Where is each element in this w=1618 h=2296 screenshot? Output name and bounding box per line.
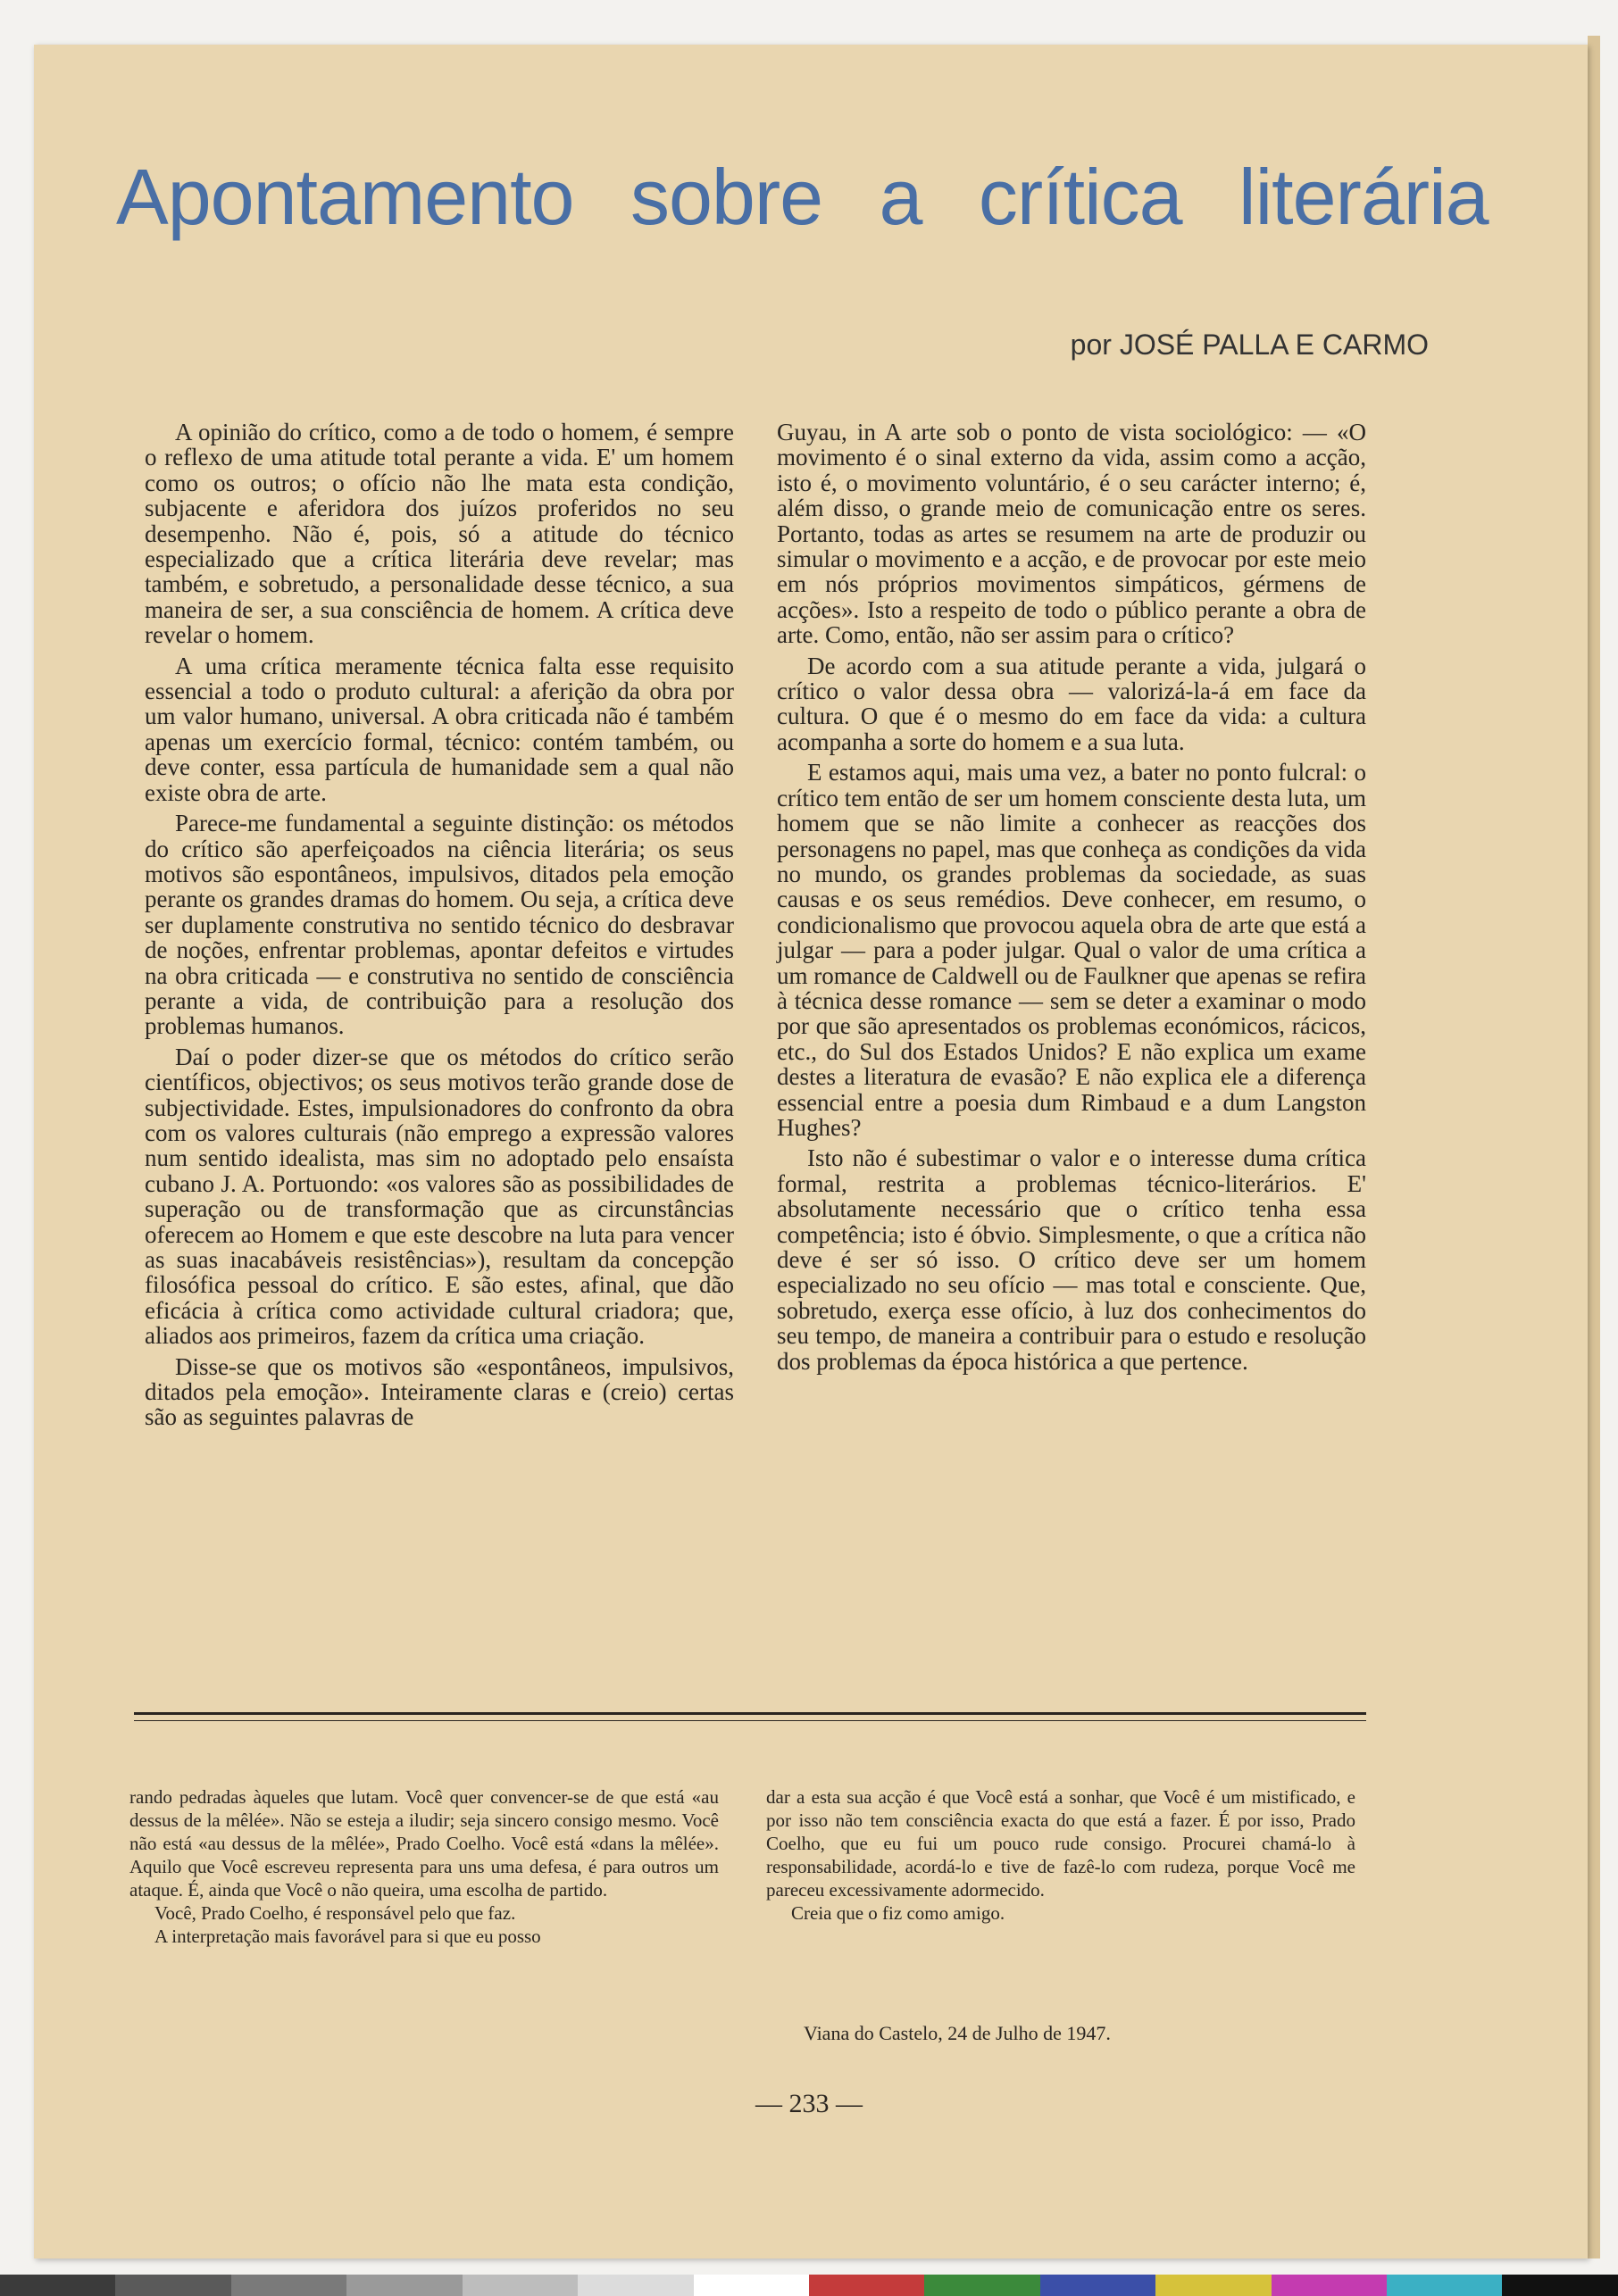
section-divider-thin — [134, 1720, 1366, 1721]
color-swatch — [1502, 2275, 1617, 2296]
footer-paragraph: dar a esta sua acção é que Você está a sonhar, que Você é um mistificado, e por isso não tem consciência exacta do que está a fazer. É por isso, Prado Coelho, que eu fui um pouco rude consigo. Procurei chamá-lo à responsabilidade, acordá-lo e tive de fazê-lo com rudeza, porque Você me pareceu excessivamente adormecido. — [766, 1786, 1355, 1901]
article-column-right — [777, 420, 1366, 1379]
color-swatch — [1155, 2275, 1271, 2296]
paragraph: A opinião do crítico, como a de todo o homem, é sempre o reflexo de uma atitude total perante a vida. E' um homem como os outros; o ofício não lhe mata esta condição, subjacente e aferidora dos juízos proferidos no seu desempenho. Não é, pois, só a atitude do técnico especializado que a crítica literária deve revelar; mas também, e sobretudo, a personalidade desse técnico, a sua maneira de ser, a sua consciência de homem. A crítica deve revelar o homem. — [145, 419, 734, 649]
color-swatch — [1040, 2275, 1155, 2296]
article-title: Apontamento sobre a crítica literária — [116, 153, 1489, 241]
paragraph: Disse-se que os motivos são «espontâneos, impulsivos, ditados pela emoção». Inteiramente claras e (creio) certas são as seguintes palavras de — [145, 1352, 734, 1431]
signoff-date: Viana do Castelo, 24 de Julho de 1947. — [804, 2022, 1111, 2044]
paragraph: Isto não é subestimar o valor e o interesse duma crítica formal, restrita a problemas técnico-literários. E' absolutamente necessário que o crítico tenha essa competência; isto é óbvio. Simplesmente, o que a crítica não deve é ser só isso. O crítico deve ser um homem especializado no seu ofício — mas total e consciente. Que, sobretudo, exerça esse ofício, à luz dos conhecimentos do seu tempo, de maneira a contribuir para o estudo e resolução dos problemas da época histórica a que pertence. — [777, 1144, 1366, 1375]
paragraph: E estamos aqui, mais uma vez, a bater no ponto fulcral: o crítico tem então de ser um homem consciente desta luta, um homem que se não limite a conhecer as reacções dos personagens no papel, mas que conheça as condições da vida no mundo, os grandes problemas da sociedade, as suas causas e os seus remédios. Deve conhecer, em resumo, o condicionalismo que provocou aquela obra de arte que está a julgar — para a poder julgar. Qual o valor de uma crítica a um romance de Caldwell ou de Faulkner que apenas se refira à técnica desse romance — sem se deter a examinar o modo por que são apresentados os problemas económicos, rácicos, etc., do Sul dos Estados Unidos? E não explica um exame destes a literatura de evasão? E não explica ele a diferença essencial entre a poesia dum Rimbaud e a dum Langston Hughes? — [777, 759, 1366, 1141]
color-swatch — [578, 2275, 693, 2296]
color-swatch — [809, 2275, 924, 2296]
article-column-left — [145, 420, 734, 1435]
color-swatch — [115, 2275, 230, 2296]
paragraph: Parece-me fundamental a seguinte distinção: os métodos do crítico são aperfeiçoados na ciência literária; os seus motivos são espontâneos, impulsivos, ditados pela emoção perante os grandes dramas do homem. Ou seja, a crítica deve ser duplamente construtiva no sentido técnico do desbravar de noções, enfrentar problemas, apontar defeitos e virtudes na obra criticada — e construtiva no sentido de consciência perante a vida, de contribuição para a resolução dos problemas humanos. — [145, 810, 734, 1040]
color-swatch — [1387, 2275, 1502, 2296]
paragraph: Guyau, in A arte sob o ponto de vista sociológico: — «O movimento é o sinal externo da vida, assim como a acção, isto é, o movimento voluntário, é o seu carácter interno; é, além disso, o grande meio de comunicação entre os seres. Portanto, todas as artes se resumem na arte de produzir ou simular o movimento e a acção, e de provocar por este meio em nós próprios movimentos simpáticos, gérmens de acções». Isto a respeito de todo o público perante a obra de arte. Como, então, não ser assim para o crítico? — [777, 419, 1366, 649]
footer-column-left — [129, 1785, 719, 1948]
color-calibration-bar — [0, 2275, 1618, 2296]
footer-paragraph: rando pedradas àqueles que lutam. Você quer convencer-se de que está «au dessus de la mêlée». Não se esteja a iludir; seja sincero consigo mesmo. Você não está «au dessus de la mêlée», Prado Coelho. Você está «dans la mêlée». Aquilo que Você escreveu representa para uns uma defesa, é para outros um ataque. É, ainda que Você o não queira, uma escolha de partido. — [129, 1786, 719, 1901]
color-swatch — [463, 2275, 578, 2296]
paragraph: Daí o poder dizer-se que os métodos do crítico serão científicos, objectivos; os seus motivos terão grande dose de subjectividade. Estes, impulsionadores do confronto da obra com os valores culturais (não emprego a expressão valores num sentido idealista, mas sim no adoptado pelo ensaísta cubano J. A. Portuondo: «os valores são as possibilidades de superação ou de transformação que as circunstâncias oferecem ao Homem e que este descobre na luta para vencer as suas inacabáveis resistências»), resultam da concepção filosófica pessoal do crítico. E são estes, afinal, que dão eficácia à crítica como actividade cultural criadora; que, aliados aos primeiros, fazem da crítica uma criação. — [145, 1043, 734, 1350]
section-divider — [134, 1712, 1366, 1715]
color-swatch — [0, 2275, 115, 2296]
color-swatch — [231, 2275, 346, 2296]
footer-paragraph: Creia que o fiz como amigo. — [791, 1902, 1005, 1924]
paragraph: De acordo com a sua atitude perante a vida, julgará o crítico o valor dessa obra — valorizá-la-á em face da cultura. O que é o mesmo do em face da vida: a cultura acompanha a sorte do homem e a sua luta. — [777, 652, 1366, 755]
footer-paragraph: Você, Prado Coelho, é responsável pelo que faz. — [154, 1902, 516, 1924]
page-edge — [1588, 36, 1600, 2259]
paragraph: A uma crítica meramente técnica falta esse requisito essencial a todo o produto cultural: a aferição da obra por um valor humano, universal. A obra criticada não é também apenas um exercício formal, técnico: contém também, ou deve conter, essa partícula de humanidade sem a qual não existe obra de arte. — [145, 652, 734, 806]
footer-column-right — [766, 1785, 1355, 1925]
footer-paragraph: A interpretação mais favorável para si que eu posso — [154, 1926, 541, 1947]
color-swatch — [1272, 2275, 1387, 2296]
color-swatch — [924, 2275, 1039, 2296]
color-swatch — [346, 2275, 462, 2296]
page-number: — 233 — — [755, 2089, 863, 2118]
color-swatch — [694, 2275, 809, 2296]
byline: por JOSÉ PALLA E CARMO — [1070, 329, 1429, 361]
